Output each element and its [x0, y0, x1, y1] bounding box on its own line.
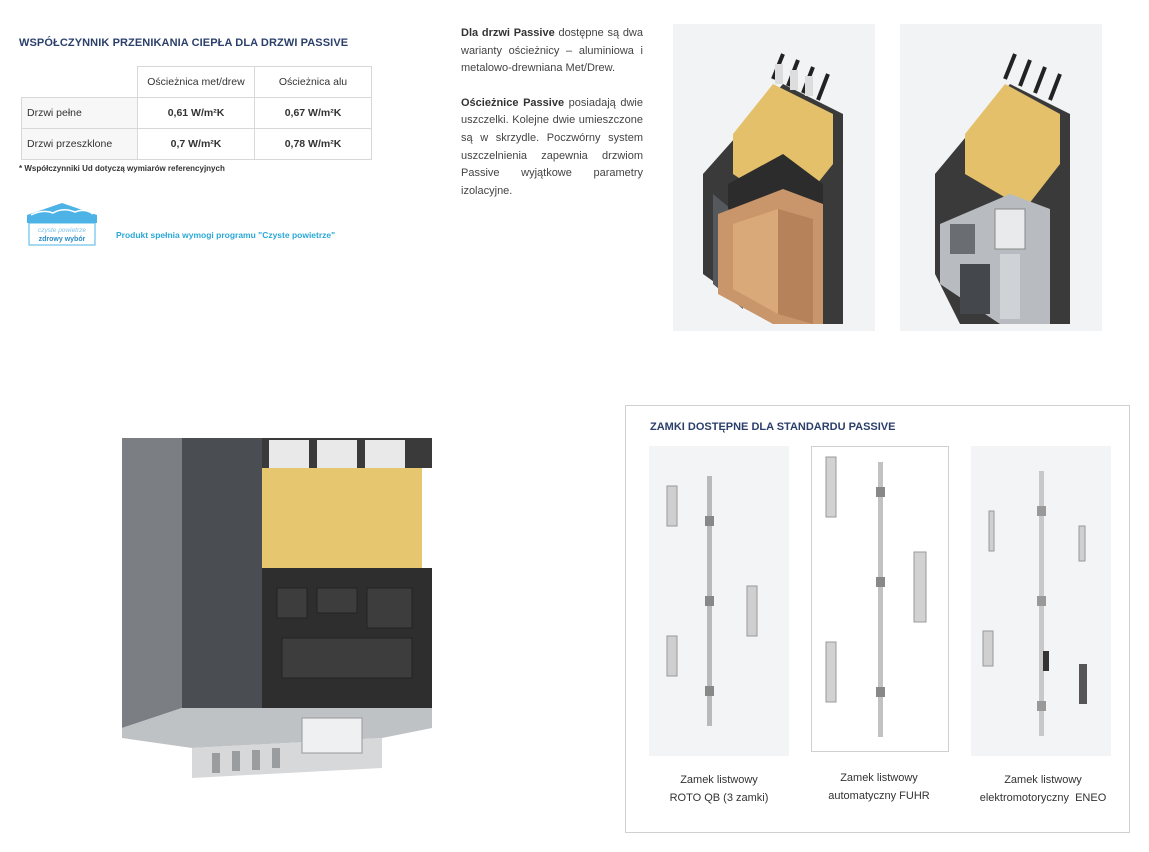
lock-caption-line: elektromotoryczny ENEO	[979, 792, 1107, 804]
row-label: Drzwi pełne	[22, 98, 138, 129]
desc-text-2: posiadają dwie uszczelki. Kolejne dwie umieszczone są w skrzydle. Poczwórny system uszczelnienia zapewnia drzwiom Passive wyjątkowe parametry izolacyjne.	[461, 96, 643, 197]
table-row	[22, 129, 372, 160]
footnote: * Współczynniki Ud dotyczą wymiarów referencyjnych	[19, 164, 225, 173]
lock-caption-line: Zamek listwowy	[840, 772, 918, 784]
desc-bold-1: Dla drzwi Passive	[461, 27, 555, 39]
frame-alu-image	[900, 24, 1102, 331]
table-cell: 0,61 W/m²K	[138, 98, 255, 129]
lock-caption-roto	[634, 771, 804, 807]
svg-text:zdrowy wybór: zdrowy wybór	[38, 236, 86, 243]
desc-bold-2: Ościeżnice Passive	[461, 96, 565, 109]
column-header: Ościeżnica met/drew	[138, 67, 255, 98]
lock-caption-eneo	[958, 771, 1128, 807]
table-row	[22, 98, 372, 129]
table-cell: 0,67 W/m²K	[255, 98, 372, 129]
locks-section	[625, 405, 1130, 833]
row-label: Drzwi przeszklone	[22, 129, 138, 160]
lock-image-roto	[649, 446, 789, 756]
lock-image-fuhr	[811, 446, 949, 752]
table-cell: 0,78 W/m²K	[255, 129, 372, 160]
door-threshold-image	[122, 438, 432, 778]
clean-air-note: Produkt spełnia wymogi programu "Czyste powietrze"	[116, 230, 336, 240]
lock-caption-line: Zamek listwowy	[680, 774, 758, 786]
lock-caption-line: ROTO QB (3 zamki)	[669, 792, 769, 804]
coefficients-title: WSPÓŁCZYNNIK PRZENIKANIA CIEPŁA DLA DRZWI PASSIVE	[19, 37, 349, 49]
frame-description	[461, 25, 643, 217]
lock-image-eneo	[971, 446, 1111, 756]
frame-metwood-image	[673, 24, 875, 331]
clean-air-logo	[23, 201, 101, 251]
table-corner	[22, 67, 138, 98]
coefficients-table	[21, 66, 372, 160]
lock-caption-line: automatyczny FUHR	[828, 790, 930, 802]
svg-text:czyste powietrze: czyste powietrze	[37, 227, 87, 234]
column-header: Ościeżnica alu	[255, 67, 372, 98]
lock-caption-fuhr	[794, 769, 964, 805]
locks-title: ZAMKI DOSTĘPNE DLA STANDARDU PASSIVE	[650, 421, 896, 433]
desc-text-1: dostępne są dwa warianty ościeżnicy – aluminiowa i metalowo-drewniana Met/Drew.	[461, 27, 643, 75]
table-cell: 0,7 W/m²K	[138, 129, 255, 160]
lock-caption-line: Zamek listwowy	[1004, 774, 1082, 786]
